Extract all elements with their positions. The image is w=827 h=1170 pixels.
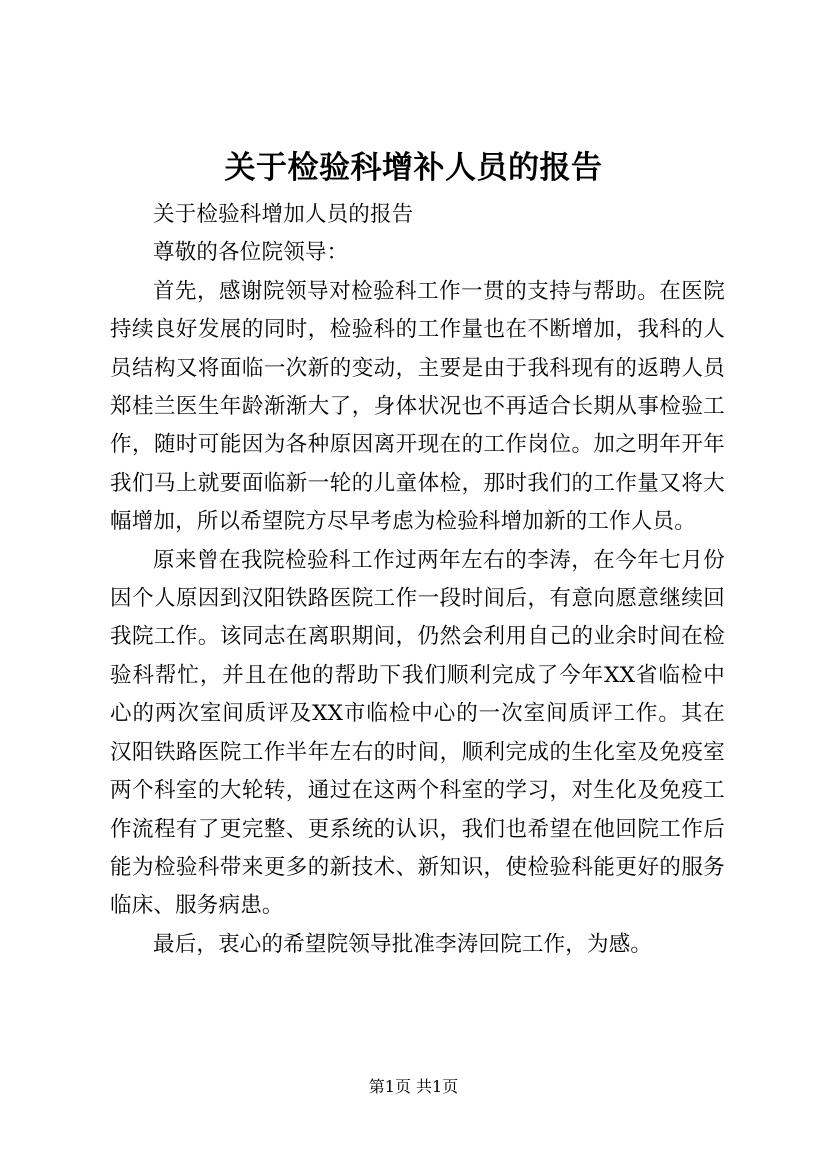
subtitle-paragraph: 关于检验科增加人员的报告	[153, 202, 414, 227]
salutation-paragraph: 尊敬的各位院领导：	[153, 240, 349, 266]
closing-paragraph: 最后，衷心的希望院领导批准李涛回院工作，为感。	[153, 931, 653, 957]
body-paragraph-1: 首先，感谢院领导对检验科工作一贯的支持与帮助。在医院持续良好发展的同时，检验科的工作量也在不断增加，我科的人员结构又将面临一次新的变动，主要是由于我科现有的返聘人员郑桂兰医生年龄渐渐大了，身体状况也不再适合长期从事检验工作，随时可能因为各种原因离开现在的工作岗位。加之明年开年我们马上就要面临新一轮的儿童体检，那时我们的工作量又将大幅增加，所以希望院方尽早考虑为检验科增加新的工作人员。	[110, 278, 725, 535]
page-footer: 第1页 共1页	[368, 1077, 459, 1096]
body-paragraph-2: 原来曾在我院检验科工作过两年左右的李涛，在今年七月份因个人原因到汉阳铁路医院工作一段时间后，有意向愿意继续回我院工作。该同志在离职期间，仍然会利用自己的业余时间在检验科帮忙，并且在他的帮助下我们顺利完成了今年XX省临检中心的两次室间质评及XX市临检中心的一次室间质评工作。其在汉阳铁路医院工作半年左右的时间，顺利完成的生化室及免疫室两个科室的大轮转，通过在这两个科室的学习，对生化及免疫工作流程有了更完整、更系统的认识，我们也希望在他回院工作后能为检验科带来更多的新技术、新知识，使检验科能更好的服务临床、服务病患。	[110, 547, 725, 919]
document-title: 关于检验科增补人员的报告	[224, 150, 603, 186]
document-body	[110, 196, 725, 964]
